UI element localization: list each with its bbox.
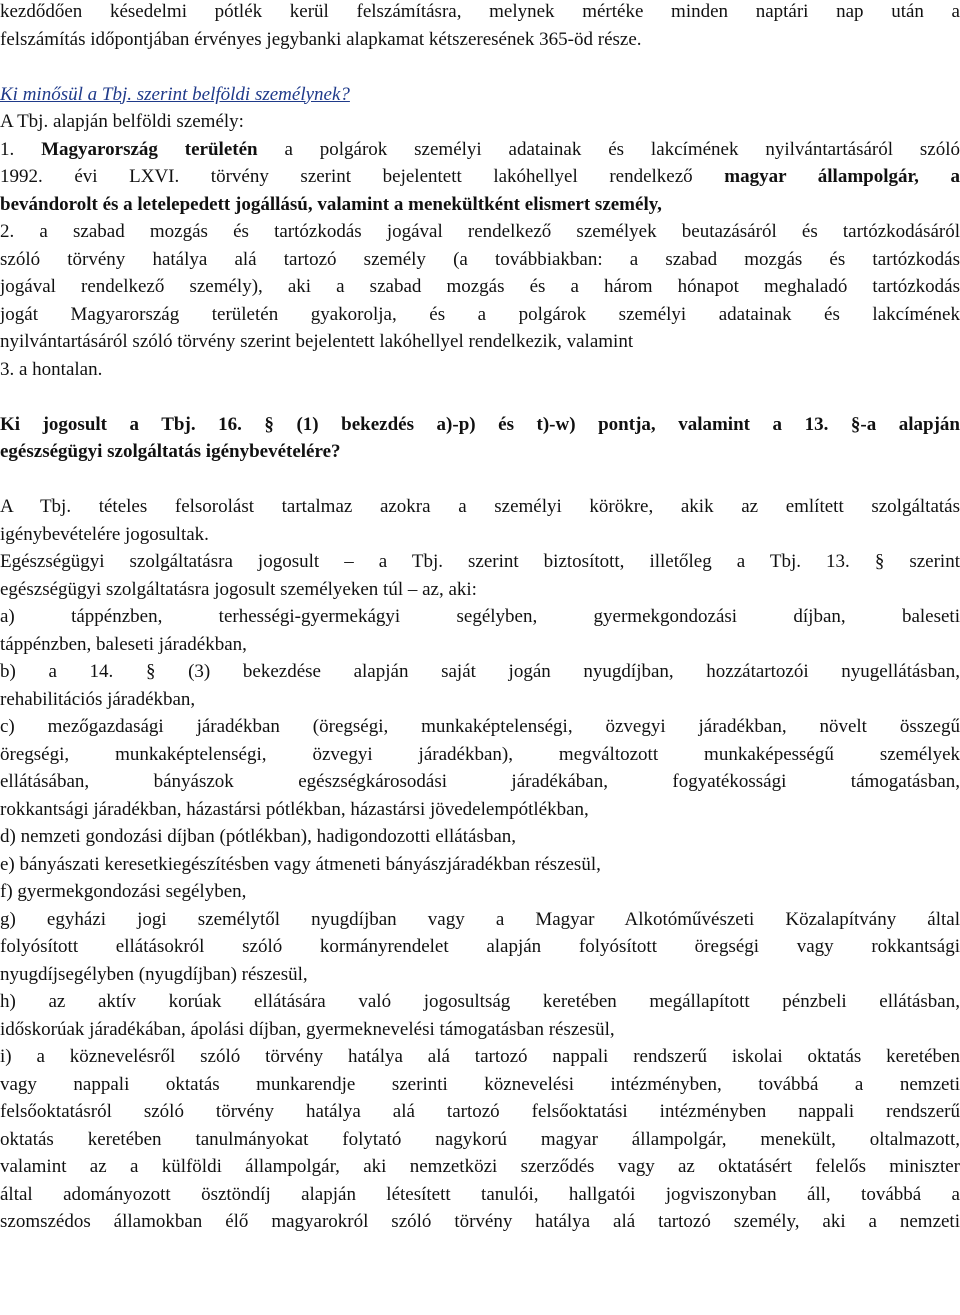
list-item: h) az aktív korúak ellátására való jogosultság keretében megállapított pénzbeli ellátásban,	[0, 991, 960, 1012]
text-line: által adományozott ösztöndíj alapján létesített tanulói, hallgatói jogviszonyban áll, továbbá a	[0, 1183, 960, 1205]
list-item: e) bányászati keresetkiegészítésben vagy átmeneti bányászjáradékban részesül,	[0, 853, 601, 875]
text-line: rehabilitációs járadékban,	[0, 688, 196, 710]
text-line: Egészségügyi szolgáltatásra jogosult – a Tbj. szerint biztosított, illetőleg a Tbj. 13. § szerint	[0, 551, 960, 572]
question-heading: Ki jogosult a Tbj. 16. § (1) bekezdés a)-p) és t)-w) pontja, valamint a 13. §-a alapján	[0, 413, 960, 435]
text-line: nyugdíjsegélyben (nyugdíjban) részesül,	[0, 963, 308, 985]
text-line: kezdődően késedelmi pótlék kerül felszámításra, melynek mértéke minden naptári nap után a	[0, 1, 960, 22]
list-item: f) gyermekgondozási segélyben,	[0, 881, 247, 902]
list-item: b) a 14. § (3) bekezdése alapján saját jogán nyugdíjban, hozzátartozói nyugellátásban,	[0, 661, 960, 682]
text-line: A Tbj. alapján belföldi személy:	[0, 111, 244, 132]
text-line: szomszédos államokban élő magyarokról szóló törvény hatálya alá tartozó személy, aki a nemzeti	[0, 1211, 960, 1232]
text-line: rokkantsági járadékban, házastársi pótlékban, házastársi jövedelempótlékban,	[0, 798, 589, 820]
text-line: időskorúak járadékában, ápolási díjban, gyermeknevelési támogatásban részesül,	[0, 1018, 615, 1040]
list-item: a) táppénzben, terhességi-gyermekágyi segélyben, gyermekgondozási díjban, baleseti	[0, 606, 960, 627]
list-item: c) mezőgazdasági járadékban (öregségi, munkaképtelenségi, özvegyi járadékban, növelt összegű	[0, 716, 960, 737]
text-line: ellátásában, bányászok egészségkárosodási járadékában, fogyatékossági támogatásban,	[0, 771, 960, 792]
text-line: szóló törvény hatálya alá tartozó személy (a továbbiakban: a szabad mozgás és tartózkodás	[0, 248, 960, 270]
section-heading-link[interactable]: Ki minősül a Tbj. szerint belföldi személynek?	[0, 83, 350, 105]
text-line: jogát Magyarország területén gyakorolja, és a polgárok személyi adatainak és lakcímének	[0, 303, 960, 325]
text-line: valamint az a külföldi állampolgár, aki nemzetközi szerződés vagy az oktatásért felelős miniszter	[0, 1156, 960, 1177]
list-item: g) egyházi jogi személytől nyugdíjban vagy a Magyar Alkotóművészeti Közalapítvány által	[0, 908, 960, 930]
text-line: nyilvántartásáról szóló törvény szerint bejelentett lakóhellyel rendelkezik, valamint	[0, 331, 634, 352]
list-item: i) a köznevelésről szóló törvény hatálya alá tartozó nappali rendszerű iskolai oktatás keretében	[0, 1046, 960, 1067]
text-line: egészségügyi szolgáltatásra jogosult személyeken túl – az, aki:	[0, 578, 477, 600]
text-line: 1. Magyarország területén a polgárok személyi adatainak és lakcímének nyilvántartásáról szóló	[0, 138, 960, 160]
text-line: A Tbj. tételes felsorolást tartalmaz azokra a személyi körökre, akik az említett szolgáltatás	[0, 496, 960, 517]
list-item: d) nemzeti gondozási díjban (pótlékban), hadigondozotti ellátásban,	[0, 826, 517, 847]
text-line: felszámítás időpontjában érvényes jegybanki alapkamat kétszeresének 365-öd része.	[0, 28, 642, 50]
question-heading: egészségügyi szolgáltatás igénybevételére?	[0, 441, 341, 462]
text-line: felsőoktatásról szóló törvény hatálya alá tartozó felsőoktatási intézményben nappali rendszerű	[0, 1101, 960, 1122]
text-line: igénybevételére jogosultak.	[0, 523, 209, 545]
text-line: 3. a hontalan.	[0, 358, 103, 380]
text-line: 2. a szabad mozgás és tartózkodás jogával rendelkező személyek beutazásáról és tartózkodásáról	[0, 221, 960, 242]
text-line: bevándorolt és a letelepedett jogállású, valamint a menekültként elismert személy,	[0, 193, 662, 215]
text-line: 1992. évi LXVI. törvény szerint bejelentett lakóhellyel rendelkező magyar állampolgár, a	[0, 166, 960, 187]
text-line: oktatás keretében tanulmányokat folytató nagykorú magyar állampolgár, menekült, oltalmazott,	[0, 1128, 960, 1150]
text-line: öregségi, munkaképtelenségi, özvegyi járadékban), megváltozott munkaképességű személyek	[0, 743, 960, 765]
text-line: táppénzben, baleseti járadékban,	[0, 633, 247, 655]
text-line: vagy nappali oktatás munkarendje szerinti köznevelési intézményben, továbbá a nemzeti	[0, 1073, 960, 1095]
text-line: jogával rendelkező személy), aki a szabad mozgás és a három hónapot meghaladó tartózkodás	[0, 276, 960, 297]
text-line: folyósított ellátásokról szóló kormányrendelet alapján folyósított öregségi vagy rokkantsági	[0, 936, 960, 957]
